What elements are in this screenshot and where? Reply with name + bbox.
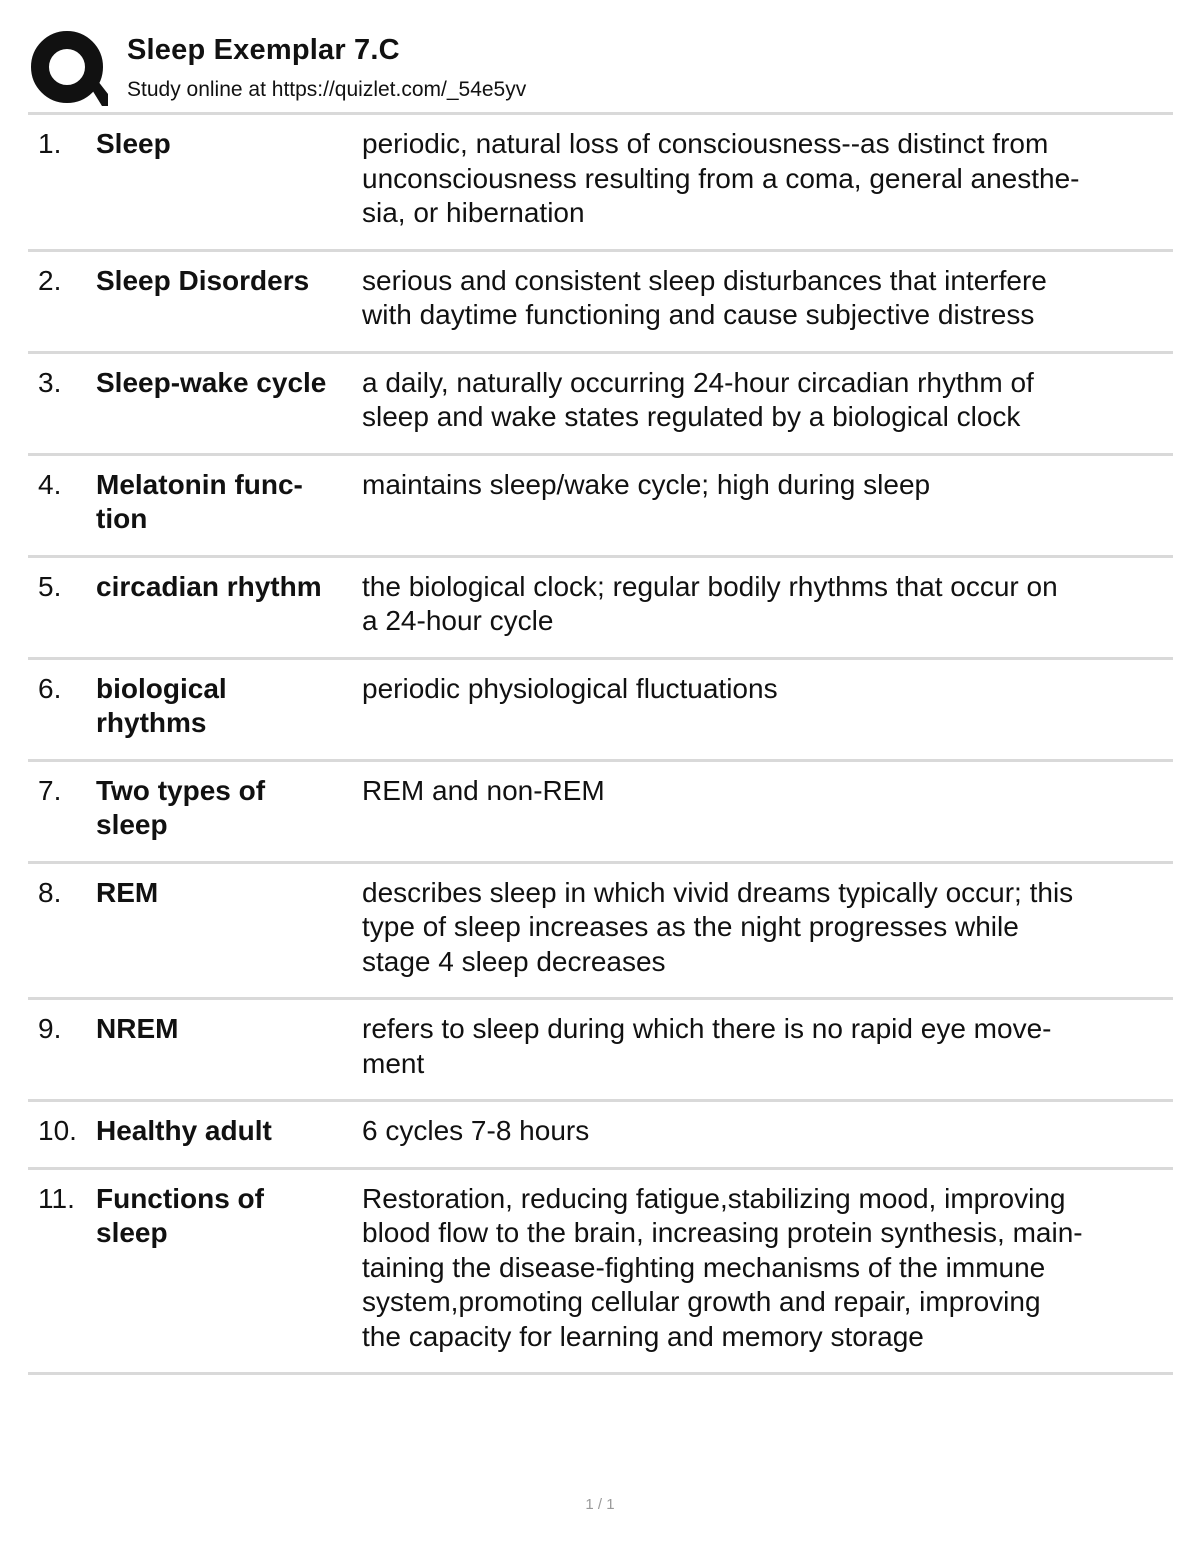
card-number: 1. — [38, 128, 62, 159]
card-definition: Restoration, reducing fatigue,stabilizing mood, improving blood flow to the brain, increasing protein synthesis, main- taining the disease-fighting mechanisms of the immune system,promoting cellular growth and repair, improving the capacity for learning and memory storage — [362, 1182, 1083, 1352]
flashcard-row — [28, 252, 1173, 351]
flashcard-row — [28, 354, 1173, 453]
card-term: Functions of sleep — [96, 1182, 264, 1248]
card-definition: periodic physiological fluctuations — [362, 672, 778, 704]
flashcard-row — [28, 558, 1173, 657]
quizlet-q-logo-icon — [30, 30, 108, 108]
card-term: biological rhythms — [96, 672, 227, 738]
card-term: Two types of sleep — [96, 774, 266, 840]
card-definition: 6 cycles 7-8 hours — [362, 1115, 590, 1146]
flashcard-row — [28, 115, 1173, 249]
flashcard-list — [28, 112, 1173, 1375]
card-number: 3. — [38, 366, 62, 398]
card-term: Healthy adult — [96, 1115, 272, 1146]
flashcard-row — [28, 1170, 1173, 1373]
study-online-link[interactable]: Study online at https://quizlet.com/_54e5yv — [127, 78, 527, 101]
flashcard-row — [28, 762, 1173, 861]
flashcard-row — [28, 864, 1173, 998]
card-definition: describes sleep in which vivid dreams typically occur; this type of sleep increases as the night progresses while stage 4 sleep decreases — [362, 876, 1074, 977]
card-number: 7. — [38, 774, 62, 806]
card-number: 6. — [38, 672, 62, 704]
divider — [28, 1372, 1173, 1375]
page-header — [30, 28, 1172, 110]
card-definition: REM and non-REM — [362, 774, 605, 806]
card-definition: serious and consistent sleep disturbances that interfere with daytime functioning and cause subjective distress — [362, 264, 1047, 330]
page-indicator: 1 / 1 — [585, 1496, 615, 1513]
card-number: 10. — [38, 1115, 77, 1146]
card-definition: maintains sleep/wake cycle; high during sleep — [362, 468, 931, 500]
card-definition: periodic, natural loss of consciousness--as distinct from unconsciousness resulting from a coma, general anesthe- sia, or hibernation — [362, 128, 1080, 228]
card-term: Sleep-wake cycle — [96, 366, 327, 398]
page-title: Sleep Exemplar 7.C — [127, 34, 400, 66]
card-definition: refers to sleep during which there is no rapid eye move- ment — [362, 1013, 1052, 1079]
card-number: 4. — [38, 468, 62, 500]
card-term: Sleep — [96, 128, 171, 159]
card-term: Melatonin func- tion — [96, 468, 303, 534]
card-term: NREM — [96, 1013, 179, 1044]
card-term: REM — [96, 876, 159, 908]
flashcard-row — [28, 1000, 1173, 1099]
card-number: 5. — [38, 570, 62, 602]
flashcard-row — [28, 456, 1173, 555]
card-number: 9. — [38, 1013, 62, 1044]
card-term: Sleep Disorders — [96, 264, 310, 296]
card-number: 8. — [38, 876, 62, 908]
card-definition: a daily, naturally occurring 24-hour circadian rhythm of sleep and wake states regulated by a biological clock — [362, 366, 1034, 432]
card-number: 11. — [38, 1182, 75, 1214]
flashcard-row — [28, 660, 1173, 759]
flashcard-row — [28, 1102, 1173, 1167]
card-number: 2. — [38, 264, 62, 296]
card-definition: the biological clock; regular bodily rhythms that occur on a 24-hour cycle — [362, 570, 1058, 636]
card-term: circadian rhythm — [96, 570, 322, 602]
